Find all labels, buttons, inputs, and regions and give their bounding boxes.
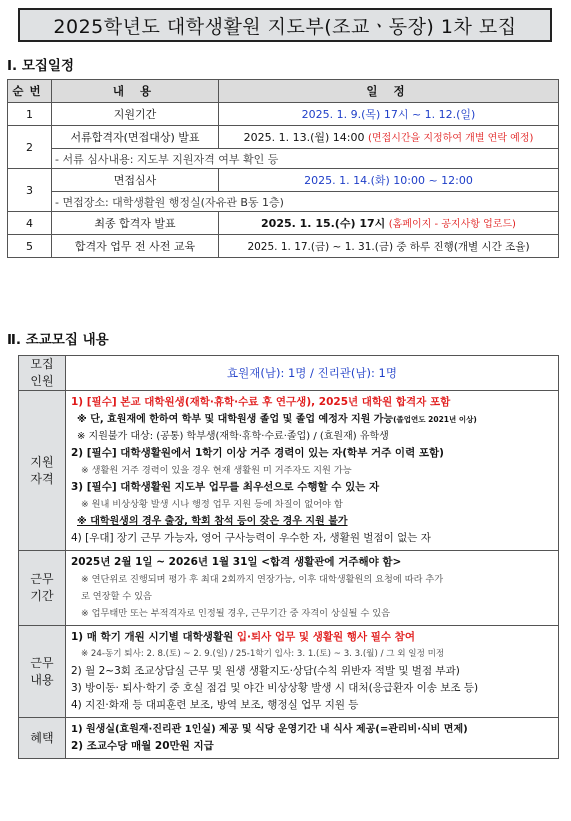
schedule-note: (홈페이지 - 공지사항 업로드) [388,219,516,230]
qualification-row [19,391,559,551]
duty-line [71,629,553,646]
qual-line: ※ 생활원 거주 경력이 있을 경우 현재 생활원 미 거주자도 지원 가능 [81,465,352,476]
period-label: 근무 기간 [19,551,66,626]
row-number: 1 [8,103,52,126]
section-heading-schedule: Ⅰ. 모집일정 [7,58,75,74]
qual-line: ※ 대학원생의 경우 출장, 학회 참석 등이 잦은 경우 지원 불가 [77,516,348,527]
table-subrow [8,149,559,169]
schedule-date: 2025. 1. 15.(수) 17시 [261,217,386,230]
duty-text: 1) 매 학기 개원 시기별 대학생활원 [71,631,237,643]
table-row [8,126,559,149]
row-number: 3 [8,169,52,212]
row-detail: - 서류 심사내용: 지도부 지원자격 여부 확인 등 [52,149,559,169]
recruit-row [19,356,559,391]
column-header: 순번 [8,80,52,103]
qual-line: 4) [우대] 장기 근무 가능자, 영어 구사능력이 우수한 자, 생활원 벌점이 없는 자 [71,532,431,544]
row-item: 합격자 업무 전 사전 교육 [52,235,219,258]
qualification-body [66,391,559,551]
schedule-date: 2025. 1. 13.(월) 14:00 [243,131,365,144]
duties-row [19,626,559,718]
recruit-table [18,355,559,759]
schedule-note: (면접시간을 지정하여 개별 연락 예정) [367,133,534,144]
page-title: 2025학년도 대학생활원 지도부(조교ㆍ동장) 1차 모집 [18,8,552,42]
qual-line: ※ 지원불가 대상: (공통) 학부생(재학·휴학·수료·졸업) / (효원재) 유학생 [77,431,389,442]
duty-line: ※ 24-동기 퇴사: 2. 8.(토) ~ 2. 9.(일) / 25-1학기 입사: 3. 1.(토) ~ 3. 3.(월) / 그 외 일정 미정 [81,649,445,659]
table-row [8,103,559,126]
qual-line [71,411,553,428]
row-schedule: 2025. 1. 9.(목) 17시 ~ 1. 12.(일) [219,103,559,126]
schedule-header-row [8,80,559,103]
qualification-label: 지원 자격 [19,391,66,551]
benefits-label: 혜택 [19,718,66,759]
duty-line: 3) 방이동· 퇴사·학기 중 호실 점검 및 야간 비상상황 발생 시 대처(응급환자 이송 보조 등) [71,682,479,694]
row-schedule: 2025. 1. 17.(금) ~ 1. 31.(금) 중 하루 진행(개별 시간 조율) [219,235,559,258]
column-header: 내 용 [52,80,219,103]
table-row [8,169,559,192]
row-schedule: 2025. 1. 14.(화) 10:00 ~ 12:00 [219,169,559,192]
row-item: 지원기간 [52,103,219,126]
row-item: 서류합격자(면접대상) 발표 [52,126,219,149]
column-header: 일 정 [219,80,559,103]
table-subrow [8,192,559,212]
period-body [66,551,559,626]
benefits-body [66,718,559,759]
qual-line: ※ 원내 비상상황 발생 시나 행정 업무 지원 등에 차질이 없어야 함 [81,499,343,510]
section-heading-recruit: Ⅱ. 조교모집 내용 [7,332,109,348]
table-row [8,212,559,235]
duty-line: 2) 월 2~3회 조교상담실 근무 및 원생 생활지도·상담(수칙 위반자 적발 및 벌점 부과) [71,665,460,677]
duty-highlight: 입·퇴사 업무 및 생활원 행사 필수 참여 [236,631,415,643]
duties-label: 근무 내용 [19,626,66,718]
benefit-line: 1) 원생실(효원재·진리관 1인실) 제공 및 식당 운영기간 내 식사 제공(=관리비·식비 면제) [71,724,468,735]
schedule-table [7,79,559,258]
period-row [19,551,559,626]
row-item: 최종 합격자 발표 [52,212,219,235]
qual-small: (졸업연도 2021년 이상) [393,415,477,424]
period-line: ※ 업무태만 또는 부적격자로 인정될 경우, 근무기간 중 자격이 상실될 수 있음 [81,608,390,619]
duty-line: 4) 지진·화재 등 대피훈련 보조, 방역 보조, 행정실 업무 지원 등 [71,699,359,711]
period-line: ※ 연단위로 진행되며 평가 후 최대 2회까지 연장가능, 이후 대학생활원의 요청에 따라 추가 [81,574,444,585]
benefit-line: 2) 조교수당 매월 20만원 지급 [71,740,214,752]
row-item: 면접심사 [52,169,219,192]
qual-line: 1) [필수] 본교 대학원생(재학·휴학·수료 후 연구생), 2025년 대학원 합격자 포함 [71,396,451,408]
benefits-row [19,718,559,759]
qual-text: ※ 단, 효원재에 한하여 학부 및 대학원생 졸업 및 졸업 예정자 지원 가능 [77,414,394,425]
recruit-label: 모집 인원 [19,356,66,391]
row-number: 5 [8,235,52,258]
period-line: 2025년 2월 1일 ~ 2026년 1월 31일 <합격 생활관에 거주해야 함> [71,556,402,568]
row-detail: - 면접장소: 대학생활원 행정실(자유관 B동 1층) [52,192,559,212]
row-schedule [219,212,559,235]
qual-line: 2) [필수] 대학생활원에서 1학기 이상 거주 경력이 있는 자(학부 거주 이력 포함) [71,447,444,459]
period-line: 로 연장할 수 있음 [81,591,152,602]
qual-line: 3) [필수] 대학생활원 지도부 업무를 최우선으로 수행할 수 있는 자 [71,481,380,493]
row-number: 2 [8,126,52,169]
table-row [8,235,559,258]
recruit-count: 효원재(남): 1명 / 진리관(남): 1명 [66,356,559,391]
duties-body [66,626,559,718]
row-number: 4 [8,212,52,235]
row-schedule [219,126,559,149]
